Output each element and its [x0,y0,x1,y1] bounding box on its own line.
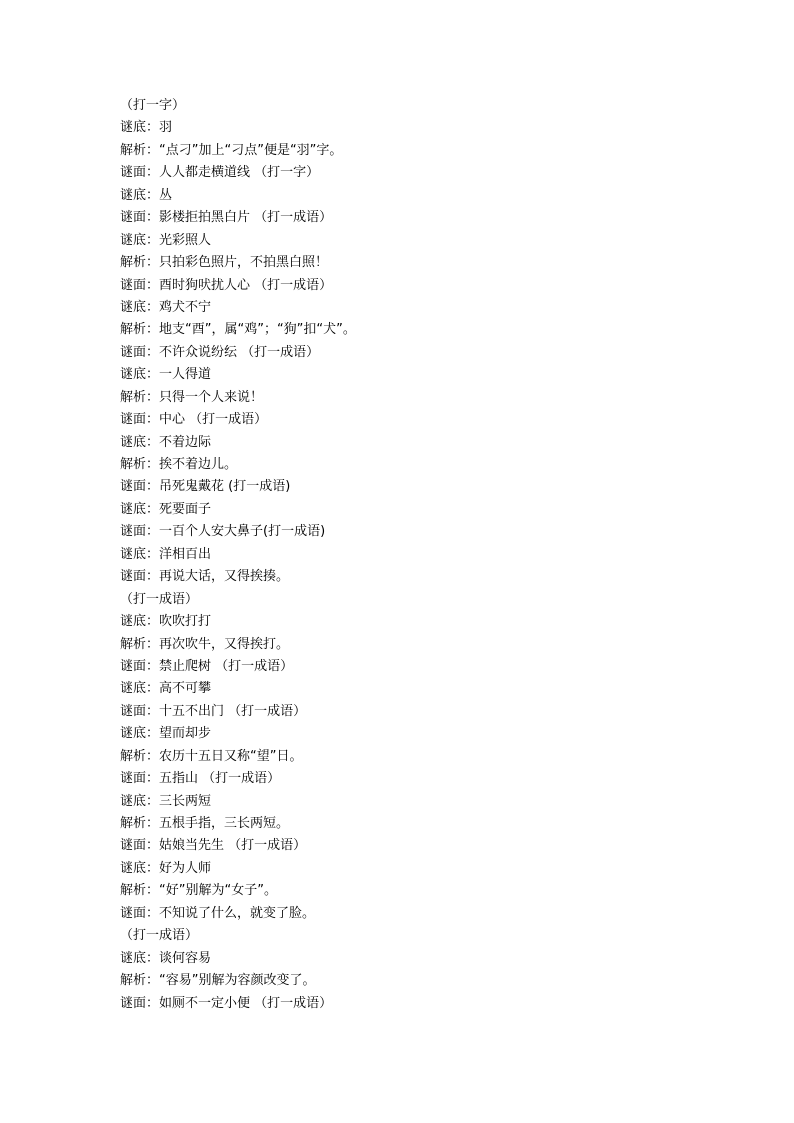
text-line: 谜底：不着边际 [120,434,212,450]
text-line: 解析：农历十五日又称“望”日。 [120,748,303,764]
text-line: 谜面：酉时狗吠扰人心 （打一成语） [120,277,333,293]
text-line: 谜底：光彩照人 [120,232,212,248]
text-line: 解析：挨不着边儿。 [120,457,238,472]
text-line: 谜底：羽 [120,120,173,136]
text-line: 谜底：吹吹打打 [120,614,212,630]
text-line: （打一字） [120,98,186,113]
text-line: 谜面：五指山 （打一成语） [120,771,281,787]
text-line: 谜底：谈何容易 [120,950,212,966]
text-line: 谜底：望而却步 [120,726,212,742]
text-line: 谜面：禁止爬树 （打一成语） [120,658,294,674]
text-line: 谜面：十五不出门 （打一成语） [120,703,307,719]
text-line: 谜面：不知说了什么，就变了脸。 [120,905,316,921]
text-line: 谜面：人人都走横道线 （打一字） [120,165,320,181]
text-line: 谜底：高不可攀 [120,681,212,697]
text-line: 谜面：影楼拒拍黑白片 （打一成语） [120,210,333,226]
riddle-text-block [120,95,760,1015]
text-line: 谜面：如厕不一定小便 （打一成语） [120,995,333,1011]
text-line: 解析：只得一个人来说！ [120,389,264,405]
text-line: 谜底：洋相百出 [120,546,212,562]
text-line: 解析：五根手指，三长两短。 [120,816,290,831]
text-line: 谜底：好为人师 [120,860,212,876]
text-line: 解析：再次吹牛，又得挨打。 [120,636,290,652]
text-line: 谜底：鸡犬不宁 [120,299,212,315]
text-line: 解析：只拍彩色照片，不拍黑白照！ [120,255,329,271]
text-line: 谜底：丛 [120,187,173,203]
text-line: 谜面：中心 （打一成语） [120,412,268,428]
text-line: 谜底：三长两短 [120,793,212,809]
text-line: 谜面：不许众说纷纭 （打一成语） [120,344,320,360]
text-line: 谜底：死要面子 [120,501,212,517]
text-line: 解析：“点刁”加上“刁点”便是“羽”字。 [120,142,343,158]
text-line: 解析：“好”别解为“女子”。 [120,883,277,899]
text-line: 谜面：吊死鬼戴花 (打一成语) [120,479,291,495]
text-line: （打一成语） [120,591,199,607]
text-line: （打一成语） [120,928,199,944]
text-line: 谜面：再说大话，又得挨揍。 [120,569,290,585]
text-line: 解析：地支“酉”，属“鸡”；“狗”扣“犬”。 [120,322,356,338]
text-line: 谜底：一人得道 [120,367,212,383]
text-line: 解析：“容易”别解为容颜改变了。 [120,973,316,989]
text-line: 谜面：一百个人安大鼻子(打一成语) [120,524,326,540]
text-line: 谜面：姑娘当先生 （打一成语） [120,838,307,854]
